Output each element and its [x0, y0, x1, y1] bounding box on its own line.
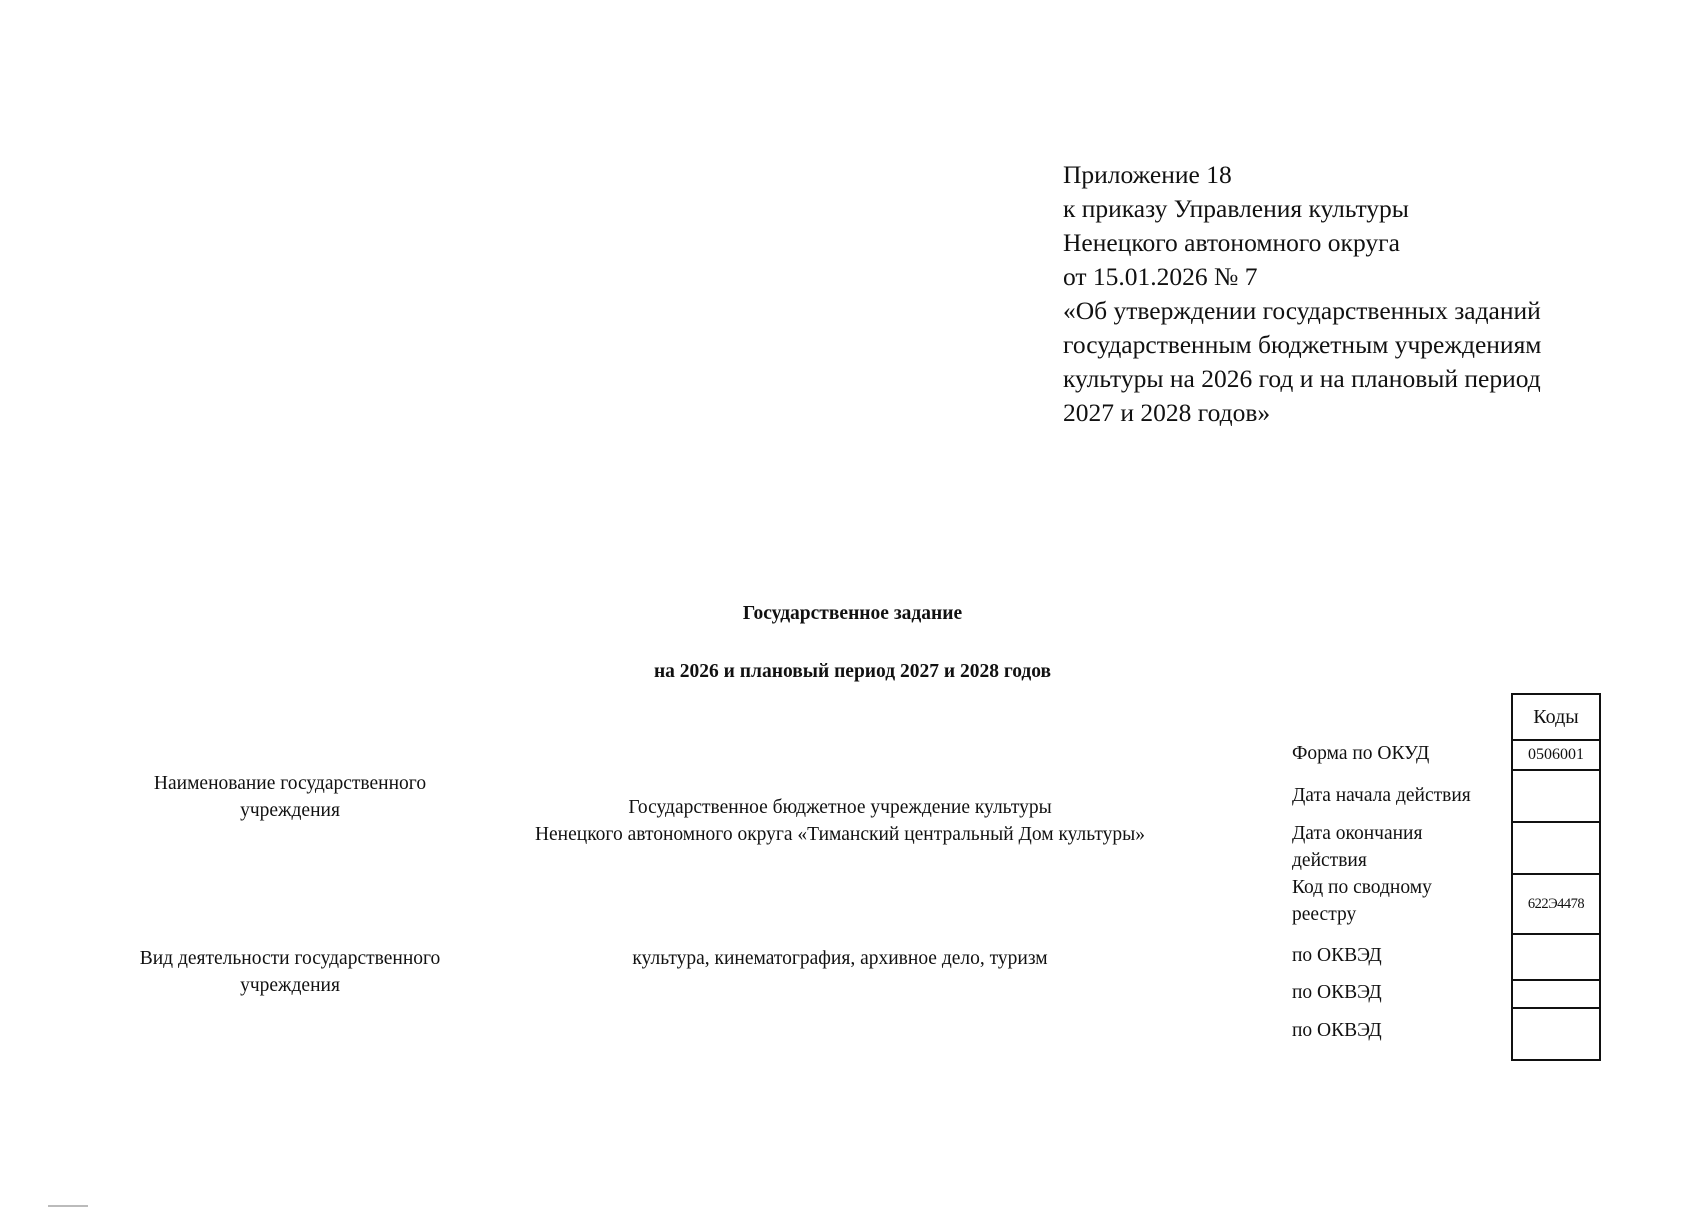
label-line: Вид деятельности государственного [139, 948, 441, 969]
institution-name-label [125, 770, 455, 824]
code-okud-value: 0506001 [1512, 740, 1600, 770]
code-okved-3-value [1512, 1008, 1600, 1060]
label-line: учреждения [240, 800, 340, 821]
document-subtitle: на 2026 и плановый период 2027 и 2028 годов [653, 661, 1052, 682]
appendix-line: Ненецкого автономного округа [1063, 228, 1400, 257]
code-end-date-value [1512, 822, 1600, 874]
codes-row-label-okved-2 [1292, 979, 1507, 1006]
activity-value [480, 945, 1200, 972]
value-line: Ненецкого автономного округа «Тиманский центральный Дом культуры» [534, 824, 1146, 845]
codes-header: Коды [1512, 694, 1600, 740]
appendix-line: от 15.01.2026 № 7 [1063, 262, 1258, 291]
row-label-line: Код по сводному [1292, 877, 1432, 898]
row-label-line: по ОКВЭД [1292, 945, 1382, 966]
row-label-line: по ОКВЭД [1292, 1020, 1382, 1041]
activity-label [125, 945, 455, 999]
appendix-line: к приказу Управления культуры [1063, 194, 1409, 223]
codes-row-label-okved-1 [1292, 942, 1507, 969]
appendix-line: культуры на 2026 год и на плановый период [1063, 364, 1541, 393]
value-line: культура, кинематография, архивное дело, туризм [632, 948, 1048, 969]
codes-table [1511, 693, 1601, 1061]
label-line: учреждения [240, 975, 340, 996]
code-okved-2-value [1512, 980, 1600, 1008]
code-start-date-value [1512, 770, 1600, 822]
codes-row-label-okved-3 [1292, 1017, 1507, 1044]
value-line: Государственное бюджетное учреждение культуры [628, 797, 1052, 818]
appendix-line: «Об утверждении государственных заданий [1063, 296, 1541, 325]
row-label-line: по ОКВЭД [1292, 982, 1382, 1003]
codes-row-label-registry [1292, 874, 1507, 928]
appendix-line: Приложение 18 [1063, 160, 1232, 189]
row-label-line: реестру [1292, 904, 1357, 925]
row-label-line: Дата окончания [1292, 823, 1423, 844]
row-label-line: действия [1292, 850, 1367, 871]
label-line: Наименование государственного [153, 773, 427, 794]
appendix-line: 2027 и 2028 годов» [1063, 398, 1271, 427]
row-label-line: Дата начала действия [1292, 785, 1471, 806]
appendix-line: государственным бюджетным учреждениям [1063, 330, 1542, 359]
row-label-line: Форма по ОКУД [1292, 743, 1430, 764]
document-title: Государственное задание [742, 603, 963, 624]
codes-row-label-start-date [1292, 782, 1507, 809]
appendix-block [1063, 158, 1683, 430]
institution-name-value [480, 794, 1200, 848]
codes-row-label-end-date [1292, 820, 1507, 874]
code-okved-1-value [1512, 934, 1600, 980]
codes-row-label-okud [1292, 740, 1507, 767]
code-registry-value: 622Э4478 [1512, 874, 1600, 934]
